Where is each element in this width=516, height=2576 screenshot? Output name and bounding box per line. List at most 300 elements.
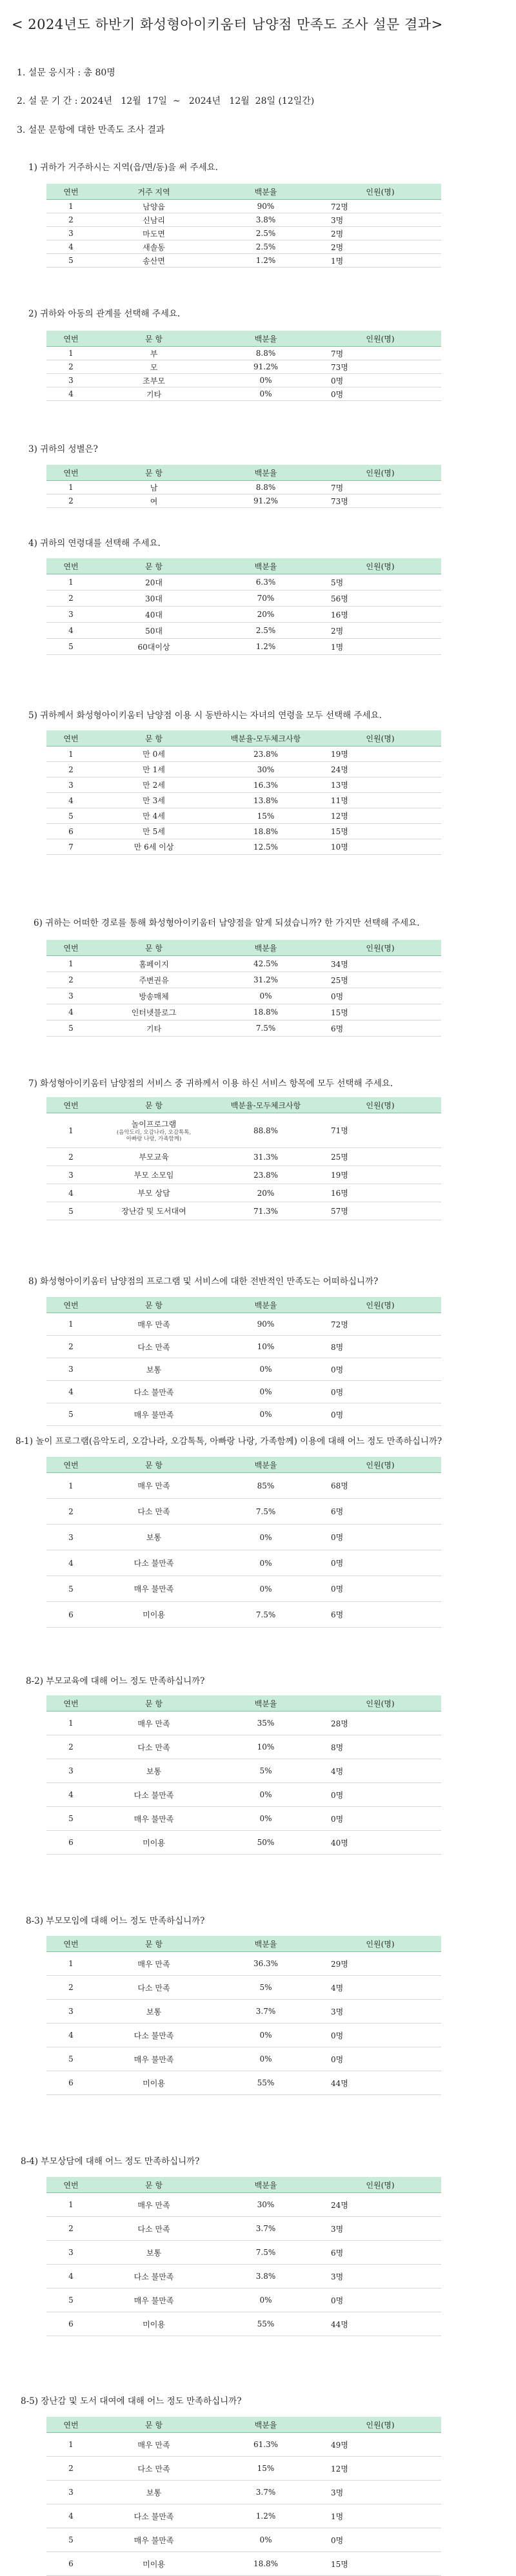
item-label: 매우 만족 (95, 1313, 212, 1336)
table-row (46, 777, 441, 793)
column-header: 인원(명) (319, 1297, 441, 1313)
row-number: 5 (46, 1202, 95, 1220)
question-title: 8) 화성형아이키움터 남양점의 프로그램 및 서비스에 대한 전반적인 만족도는 어떠하십니까? (28, 1276, 379, 1287)
row-number: 5 (46, 639, 95, 655)
count: 15명 (319, 1004, 441, 1020)
table-row (46, 1735, 441, 1759)
count: 0명 (319, 2047, 441, 2071)
count: 0명 (319, 1807, 441, 1831)
question-title: 3) 귀하의 성별은? (28, 444, 98, 454)
percentage: 3.8% (212, 2265, 319, 2288)
row-number: 2 (46, 494, 95, 508)
row-number: 3 (46, 2241, 95, 2265)
row-number: 1 (46, 1113, 95, 1148)
table-header-row (46, 940, 441, 956)
result-table (46, 2417, 441, 2576)
question-title: 8-3) 부모모임에 대해 어느 정도 만족하십니까? (26, 1916, 205, 1926)
percentage: 6.3% (212, 574, 319, 590)
percentage: 90% (212, 200, 319, 213)
count: 7명 (319, 481, 441, 494)
row-number: 2 (46, 972, 95, 988)
item-label: 보통 (95, 2241, 212, 2265)
percentage: 55% (212, 2312, 319, 2336)
row-number: 2 (46, 360, 95, 374)
row-number: 3 (46, 1358, 95, 1381)
results-heading: 3. 설문 문항에 대한 만족도 조사 결과 (17, 125, 165, 135)
item-label: 다소 불만족 (95, 2265, 212, 2288)
table-row (46, 746, 441, 762)
question-title: 2) 귀하와 아동의 관계를 선택해 주세요. (28, 309, 181, 319)
count: 57명 (319, 1202, 441, 1220)
percentage: 31.2% (212, 972, 319, 988)
count: 15명 (319, 824, 441, 839)
table-row (46, 2217, 441, 2241)
row-number: 5 (46, 2288, 95, 2312)
column-header: 연번 (46, 940, 95, 956)
percentage: 20% (212, 1184, 319, 1202)
percentage: 3.7% (212, 2481, 319, 2504)
row-number: 6 (46, 824, 95, 839)
item-label: 다소 만족 (95, 1735, 212, 1759)
table-row (46, 590, 441, 607)
column-header: 문 항 (95, 558, 212, 574)
percentage: 10% (212, 1735, 319, 1759)
row-number: 4 (46, 1381, 95, 1403)
table-row (46, 1184, 441, 1202)
table-header-row (46, 465, 441, 481)
row-number: 2 (46, 1735, 95, 1759)
row-number: 2 (46, 2217, 95, 2241)
question-title: 8-1) 놀이 프로그램(음악도리, 오감나라, 오감톡톡, 아빠랑 나랑, 가족함께) 이용에 대해 어느 정도 만족하십니까? (15, 1436, 442, 1447)
row-number: 3 (46, 2481, 95, 2504)
column-header: 문 항 (95, 465, 212, 481)
table-row (46, 2504, 441, 2528)
result-table (46, 1297, 441, 1426)
percentage: 30% (212, 762, 319, 777)
percentage: 3.7% (212, 2000, 319, 2024)
row-number: 4 (46, 2024, 95, 2047)
table-row (46, 1550, 441, 1576)
count: 56명 (319, 590, 441, 607)
percentage: 31.3% (212, 1148, 319, 1166)
table-row (46, 1759, 441, 1783)
percentage: 0% (212, 1525, 319, 1550)
item-label (95, 1113, 212, 1148)
table-row (46, 1473, 441, 1499)
table-row (46, 2071, 441, 2095)
percentage: 61.3% (212, 2433, 319, 2457)
question-title: 5) 귀하께서 화성형아이키움터 남양점 이용 시 동반하시는 자녀의 연령을 모두 선택해 주세요. (28, 710, 382, 721)
table-row (46, 2457, 441, 2481)
table-row (46, 2024, 441, 2047)
table-row (46, 1113, 441, 1148)
count: 16명 (319, 1184, 441, 1202)
item-label: 신남리 (95, 213, 212, 227)
count: 5명 (319, 574, 441, 590)
count: 71명 (319, 1113, 441, 1148)
table-row (46, 623, 441, 639)
column-header: 문 항 (95, 331, 212, 347)
table-row (46, 1202, 441, 1220)
count: 2명 (319, 227, 441, 240)
table-row (46, 1358, 441, 1381)
item-label: 보통 (95, 1358, 212, 1381)
table-row (46, 481, 441, 494)
percentage: 18.8% (212, 1004, 319, 1020)
item-label: 만 5세 (95, 824, 212, 839)
row-number: 2 (46, 1499, 95, 1525)
count: 0명 (319, 1358, 441, 1381)
item-label: 30대 (95, 590, 212, 607)
percentage: 2.5% (212, 623, 319, 639)
column-header: 인원(명) (319, 184, 441, 200)
percentage: 30% (212, 2193, 319, 2217)
column-header: 연번 (46, 2177, 95, 2193)
result-table (46, 184, 441, 268)
item-label: 매우 불만족 (95, 1403, 212, 1426)
row-number: 1 (46, 1712, 95, 1735)
count: 3명 (319, 2000, 441, 2024)
table-row (46, 2481, 441, 2504)
column-header: 백분율 (212, 1936, 319, 1952)
column-header: 인원(명) (319, 1097, 441, 1113)
column-header: 문 항 (95, 1936, 212, 1952)
item-sub-note: 아빠랑 나랑, 가족함께) (126, 1136, 182, 1142)
column-header: 문 항 (95, 2177, 212, 2193)
count: 28명 (319, 1712, 441, 1735)
table-row (46, 574, 441, 590)
row-number: 3 (46, 1525, 95, 1550)
table-row (46, 2241, 441, 2265)
column-header: 연번 (46, 1297, 95, 1313)
column-header: 연번 (46, 1097, 95, 1113)
row-number: 2 (46, 1148, 95, 1166)
item-label: 매우 불만족 (95, 2528, 212, 2552)
table-row (46, 607, 441, 623)
item-label: 미이용 (95, 1831, 212, 1855)
count: 3명 (319, 2265, 441, 2288)
column-header: 백분율 (212, 331, 319, 347)
column-header: 인원(명) (319, 558, 441, 574)
count: 6명 (319, 1020, 441, 1037)
column-header: 문 항 (95, 1097, 212, 1113)
count: 4명 (319, 1759, 441, 1783)
count: 3명 (319, 213, 441, 227)
table-row (46, 374, 441, 387)
row-number: 7 (46, 839, 95, 855)
count: 8명 (319, 1735, 441, 1759)
row-number: 1 (46, 200, 95, 213)
item-label: 다소 만족 (95, 1976, 212, 2000)
column-header: 문 항 (95, 2417, 212, 2433)
row-number: 5 (46, 808, 95, 824)
count: 7명 (319, 347, 441, 360)
count: 3명 (319, 2217, 441, 2241)
item-label: 20대 (95, 574, 212, 590)
percentage: 7.5% (212, 1020, 319, 1037)
table-row (46, 793, 441, 808)
row-number: 4 (46, 2504, 95, 2528)
column-header: 백분율 (212, 940, 319, 956)
percentage: 23.8% (212, 746, 319, 762)
percentage: 35% (212, 1712, 319, 1735)
row-number: 1 (46, 2433, 95, 2457)
table-row (46, 347, 441, 360)
percentage: 55% (212, 2071, 319, 2095)
item-label: 만 3세 (95, 793, 212, 808)
percentage: 91.2% (212, 360, 319, 374)
column-header: 백분율-모두체크사항 (212, 1097, 319, 1113)
count: 0명 (319, 374, 441, 387)
count: 12명 (319, 2457, 441, 2481)
count: 0명 (319, 387, 441, 401)
count: 25명 (319, 1148, 441, 1166)
row-number: 5 (46, 2528, 95, 2552)
percentage: 0% (212, 2024, 319, 2047)
item-label: 부모 상담 (95, 1184, 212, 1202)
result-table (46, 1695, 441, 1855)
table-row (46, 387, 441, 401)
count: 3명 (319, 2481, 441, 2504)
item-label: 미이용 (95, 2552, 212, 2576)
count: 6명 (319, 1602, 441, 1628)
table-row (46, 1712, 441, 1735)
count: 0명 (319, 2528, 441, 2552)
percentage: 10% (212, 1336, 319, 1358)
count: 16명 (319, 607, 441, 623)
row-number: 1 (46, 347, 95, 360)
row-number: 5 (46, 1576, 95, 1602)
row-number: 2 (46, 762, 95, 777)
item-label: 매우 만족 (95, 1473, 212, 1499)
table-row (46, 1336, 441, 1358)
row-number: 1 (46, 746, 95, 762)
percentage: 36.3% (212, 1952, 319, 1976)
table-row (46, 2265, 441, 2288)
column-header: 인원(명) (319, 2417, 441, 2433)
item-label: 매우 만족 (95, 2193, 212, 2217)
table-row (46, 1602, 441, 1628)
row-number: 4 (46, 1550, 95, 1576)
table-row (46, 1004, 441, 1020)
table-row (46, 1952, 441, 1976)
percentage: 90% (212, 1313, 319, 1336)
item-label: 다소 만족 (95, 2217, 212, 2241)
percentage: 15% (212, 808, 319, 824)
result-table (46, 2177, 441, 2336)
item-label: 만 4세 (95, 808, 212, 824)
question-title: 8-5) 장난감 및 도서 대여에 대해 어느 정도 만족하십니까? (21, 2396, 242, 2406)
percentage: 0% (212, 1576, 319, 1602)
percentage: 50% (212, 1831, 319, 1855)
percentage: 18.8% (212, 2552, 319, 2576)
column-header: 백분율 (212, 1297, 319, 1313)
item-label: 다소 불만족 (95, 1783, 212, 1807)
table-row (46, 1831, 441, 1855)
result-table (46, 730, 441, 855)
table-row (46, 956, 441, 972)
table-row (46, 2552, 441, 2576)
table-row (46, 2433, 441, 2457)
percentage: 1.2% (212, 254, 319, 268)
count: 0명 (319, 988, 441, 1004)
row-number: 1 (46, 2193, 95, 2217)
percentage: 2.5% (212, 240, 319, 254)
column-header: 백분율 (212, 1695, 319, 1712)
table-header-row (46, 1936, 441, 1952)
item-label: 남양읍 (95, 200, 212, 213)
row-number: 3 (46, 227, 95, 240)
column-header: 문 항 (95, 1457, 212, 1473)
item-label: 다소 불만족 (95, 2024, 212, 2047)
percentage: 3.8% (212, 213, 319, 227)
item-label: 40대 (95, 607, 212, 623)
count: 73명 (319, 494, 441, 508)
table-row (46, 213, 441, 227)
table-header-row (46, 1097, 441, 1113)
percentage: 13.8% (212, 793, 319, 808)
item-label: 보통 (95, 1525, 212, 1550)
respondent-count: 1. 설문 응시자 : 총 80명 (17, 68, 115, 78)
item-label: 50대 (95, 623, 212, 639)
item-label: 부 (95, 347, 212, 360)
result-table (46, 940, 441, 1037)
row-number: 4 (46, 2265, 95, 2288)
count: 15명 (319, 2552, 441, 2576)
row-number: 6 (46, 2071, 95, 2095)
table-row (46, 808, 441, 824)
percentage: 0% (212, 1403, 319, 1426)
count: 2명 (319, 623, 441, 639)
percentage: 8.8% (212, 347, 319, 360)
item-label: 여 (95, 494, 212, 508)
table-header-row (46, 558, 441, 574)
count: 0명 (319, 2024, 441, 2047)
count: 10명 (319, 839, 441, 855)
percentage: 3.7% (212, 2217, 319, 2241)
percentage: 7.5% (212, 2241, 319, 2265)
count: 4명 (319, 1976, 441, 2000)
item-label: 송산면 (95, 254, 212, 268)
item-label: 방송매체 (95, 988, 212, 1004)
table-row (46, 1166, 441, 1184)
item-label: 다소 불만족 (95, 2504, 212, 2528)
item-label: 만 2세 (95, 777, 212, 793)
table-header-row (46, 1695, 441, 1712)
result-table (46, 1097, 441, 1220)
row-number: 1 (46, 1952, 95, 1976)
column-header: 문 항 (95, 1297, 212, 1313)
item-label: 홈페이지 (95, 956, 212, 972)
row-number: 4 (46, 387, 95, 401)
column-header: 인원(명) (319, 730, 441, 746)
row-number: 2 (46, 1976, 95, 2000)
table-row (46, 1976, 441, 2000)
question-title: 6) 귀하는 어떠한 경로를 통해 화성형아이키움터 남양점을 알게 되셨습니까? 한 가지만 선택해 주세요. (34, 918, 420, 928)
row-number: 4 (46, 1004, 95, 1020)
result-table (46, 1457, 441, 1628)
column-header: 인원(명) (319, 940, 441, 956)
percentage: 0% (212, 988, 319, 1004)
item-label: 남 (95, 481, 212, 494)
row-number: 4 (46, 623, 95, 639)
percentage: 0% (212, 387, 319, 401)
table-row (46, 1525, 441, 1550)
item-label: 매우 불만족 (95, 2288, 212, 2312)
count: 0명 (319, 1783, 441, 1807)
column-header: 백분율 (212, 1457, 319, 1473)
count: 0명 (319, 1381, 441, 1403)
result-table (46, 558, 441, 655)
item-label: 주변권유 (95, 972, 212, 988)
count: 2명 (319, 240, 441, 254)
percentage: 12.5% (212, 839, 319, 855)
count: 13명 (319, 777, 441, 793)
column-header: 연번 (46, 331, 95, 347)
row-number: 2 (46, 213, 95, 227)
item-label-text: 놀이프로그램 (131, 1120, 177, 1129)
item-label: 다소 만족 (95, 1499, 212, 1525)
table-row (46, 200, 441, 213)
item-label: 매우 불만족 (95, 2047, 212, 2071)
item-label: 만 6세 이상 (95, 839, 212, 855)
item-label: 매우 만족 (95, 1712, 212, 1735)
table-row (46, 1403, 441, 1426)
row-number: 5 (46, 1020, 95, 1037)
table-row (46, 639, 441, 655)
row-number: 4 (46, 1184, 95, 1202)
row-number: 3 (46, 777, 95, 793)
row-number: 1 (46, 481, 95, 494)
table-row (46, 494, 441, 508)
row-number: 5 (46, 2047, 95, 2071)
column-header: 연번 (46, 558, 95, 574)
percentage: 0% (212, 2047, 319, 2071)
column-header: 백분율 (212, 2417, 319, 2433)
column-header: 백분율 (212, 465, 319, 481)
table-row (46, 2288, 441, 2312)
item-label: 미이용 (95, 1602, 212, 1628)
item-label: 장난감 및 도서대여 (95, 1202, 212, 1220)
percentage: 71.3% (212, 1202, 319, 1220)
table-row (46, 1148, 441, 1166)
row-number: 2 (46, 2457, 95, 2481)
row-number: 5 (46, 1403, 95, 1426)
percentage: 0% (212, 1550, 319, 1576)
percentage: 7.5% (212, 1602, 319, 1628)
column-header: 백분율-모두체크사항 (212, 730, 319, 746)
item-label: 다소 불만족 (95, 1550, 212, 1576)
percentage: 0% (212, 1783, 319, 1807)
count: 73명 (319, 360, 441, 374)
item-label: 조부모 (95, 374, 212, 387)
percentage: 18.8% (212, 824, 319, 839)
percentage: 16.3% (212, 777, 319, 793)
count: 44명 (319, 2312, 441, 2336)
column-header: 인원(명) (319, 331, 441, 347)
count: 0명 (319, 1576, 441, 1602)
table-row (46, 2047, 441, 2071)
column-header: 백분율 (212, 184, 319, 200)
document-title: < 2024년도 하반기 화성형아이키움터 남양점 만족도 조사 설문 결과> (12, 17, 443, 32)
column-header: 연번 (46, 184, 95, 200)
item-label: 부모 소모임 (95, 1166, 212, 1184)
percentage: 7.5% (212, 1499, 319, 1525)
row-number: 3 (46, 1166, 95, 1184)
item-label: 기타 (95, 387, 212, 401)
item-label: 매우 불만족 (95, 1576, 212, 1602)
table-row (46, 1499, 441, 1525)
